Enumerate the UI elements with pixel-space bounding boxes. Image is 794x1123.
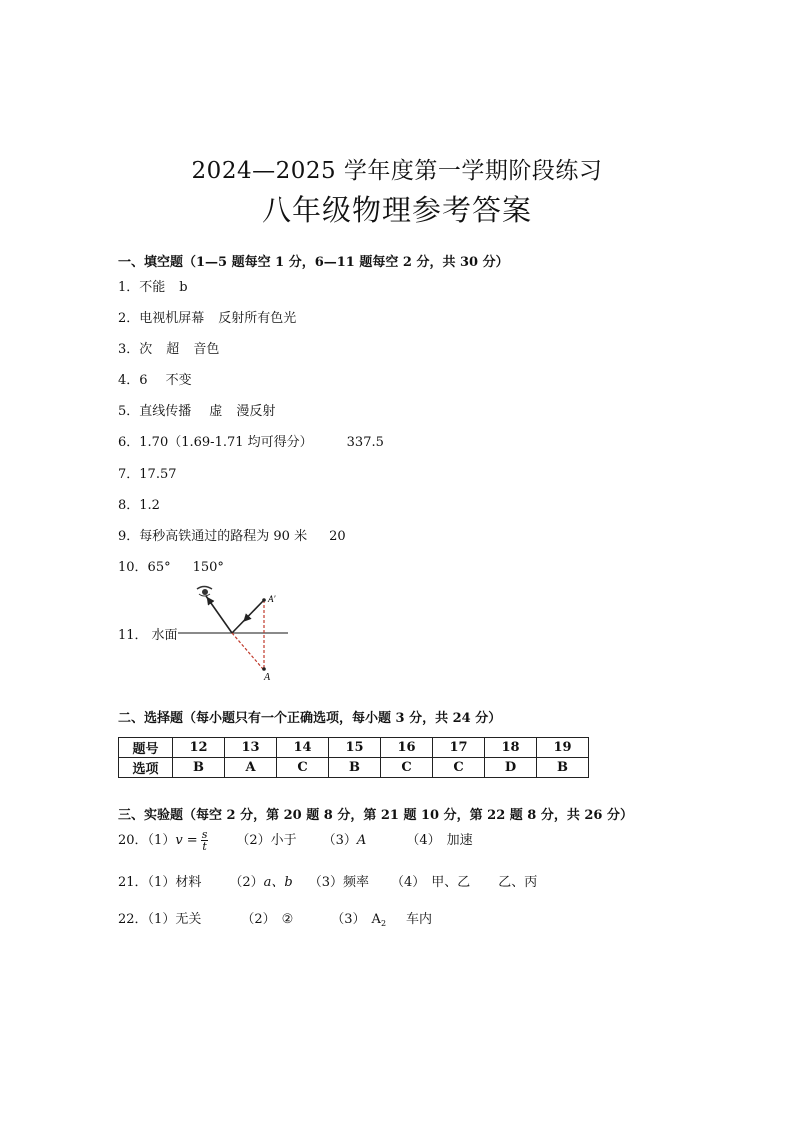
- item-part: 直线传播: [139, 404, 192, 419]
- item-part: 甲、乙: [431, 875, 471, 890]
- part-label: （3）: [322, 833, 357, 848]
- item-part: ②: [281, 912, 294, 927]
- dashed-extension: [232, 633, 263, 669]
- table-cell: 16: [381, 738, 433, 758]
- section1-heading: 一、填空题（1—5 题每空 1 分，6—11 题每空 2 分，共 30 分）: [118, 255, 509, 270]
- part-label: （1）: [147, 833, 176, 848]
- item-part: 漫反射: [236, 404, 276, 419]
- answer-line-4: [118, 369, 192, 388]
- item-part: 6: [139, 373, 148, 388]
- part-label: （2）: [229, 875, 264, 890]
- subscript: 2: [380, 919, 387, 928]
- answer-line-20: [118, 829, 473, 852]
- formula-fraction: [201, 829, 209, 852]
- reflected-ray: [206, 596, 232, 633]
- item-part: a、b: [263, 875, 293, 890]
- answer-line-8: [118, 494, 160, 513]
- title-line-2: 八年级物理参考答案: [261, 193, 532, 227]
- item-part: 次: [139, 342, 153, 357]
- formula-numerator: s: [201, 828, 208, 841]
- item-part: 337.5: [346, 435, 384, 450]
- answer-line-22: [118, 908, 432, 928]
- item-part: A: [356, 833, 367, 848]
- formula-denominator: t: [202, 840, 207, 853]
- table-cell: D: [485, 758, 537, 778]
- point-a-prime-dot: [262, 598, 266, 602]
- part-label: （4）: [390, 875, 426, 890]
- table-header-cell: 题号: [119, 738, 173, 758]
- item-part: 加速: [446, 833, 473, 848]
- item-num: 22．: [118, 912, 148, 927]
- table-cell: A: [225, 758, 277, 778]
- part-label: （4）: [406, 833, 441, 848]
- item-part: （1）无关: [147, 912, 202, 927]
- item-part: 1.70（1.69-1.71 均可得分）: [139, 435, 313, 450]
- item-part: 不变: [165, 373, 192, 388]
- table-cell: C: [381, 758, 433, 778]
- item-part: A: [371, 912, 381, 927]
- table-cell: 13: [225, 738, 277, 758]
- point-a-prime-label: A′: [268, 594, 276, 604]
- point-a-dot: [262, 667, 266, 671]
- table-cell: B: [329, 758, 381, 778]
- item-num: 11．: [118, 628, 148, 643]
- reflection-diagram: [170, 582, 300, 682]
- table-cell: 17: [433, 738, 485, 758]
- item-num: 2．: [118, 311, 140, 326]
- item-part: 每秒高铁通过的路程为 90 米: [139, 529, 308, 544]
- answer-line-21: [118, 871, 537, 890]
- item-part: 音色: [193, 342, 220, 357]
- item-part: 反射所有色光: [218, 311, 297, 326]
- answer-line-2: [118, 307, 296, 326]
- answer-line-6: [118, 431, 384, 450]
- title-line-1: 2024—2025 学年度第一学期阶段练习: [191, 158, 603, 184]
- item-part: 1.2: [139, 498, 160, 513]
- item-num: 4．: [118, 373, 140, 388]
- item-part: 150°: [192, 560, 224, 575]
- part-label: （2）: [241, 912, 276, 927]
- item-part: 电视机屏幕: [139, 311, 205, 326]
- table-cell: B: [173, 758, 225, 778]
- answer-line-5: [118, 400, 275, 419]
- item-num: 10．: [118, 560, 148, 575]
- item-num: 8．: [118, 498, 140, 513]
- point-a-label: A: [264, 672, 271, 682]
- item-num: 5．: [118, 404, 140, 419]
- item-part: 17.57: [139, 467, 177, 482]
- item-part: 超: [166, 342, 180, 357]
- formula-lhs: v =: [175, 833, 198, 848]
- table-cell: C: [277, 758, 329, 778]
- item-part: 乙、丙: [498, 875, 538, 890]
- item-num: 3．: [118, 342, 140, 357]
- part-label: （3）: [331, 912, 366, 927]
- table-cell: 19: [537, 738, 589, 758]
- item-part: 65°: [147, 560, 171, 575]
- section2-heading: 二、选择题（每小题只有一个正确选项，每小题 3 分，共 24 分）: [118, 711, 502, 726]
- item-num: 7．: [118, 467, 140, 482]
- item-part: （3）频率: [308, 875, 369, 890]
- answer-line-1: [118, 276, 188, 295]
- answer-line-3: [118, 338, 219, 357]
- item-part: （2）小于: [236, 833, 297, 848]
- table-cell: 12: [173, 738, 225, 758]
- item-num: 21．: [118, 875, 148, 890]
- item-part: 车内: [406, 912, 433, 927]
- water-surface-label: 水面: [151, 628, 178, 643]
- table-cell: 14: [277, 738, 329, 758]
- answer-line-10: [118, 556, 224, 575]
- eye-icon: [197, 587, 212, 597]
- table-cell: 15: [329, 738, 381, 758]
- section3-heading: 三、实验题（每空 2 分，第 20 题 8 分，第 21 题 10 分，第 22 题 8 分，共 26 分）: [118, 808, 634, 823]
- item-num: 9．: [118, 529, 140, 544]
- answer-table: [118, 737, 589, 778]
- answer-line-11: [118, 624, 178, 643]
- table-row-answers: [119, 758, 589, 778]
- table-row-questions: [119, 738, 589, 758]
- item-num: 20．: [118, 833, 148, 848]
- answer-line-7: [118, 463, 177, 482]
- table-header-cell: 选项: [119, 758, 173, 778]
- item-part: 20: [329, 529, 346, 544]
- item-part: 虚: [209, 404, 223, 419]
- table-cell: 18: [485, 738, 537, 758]
- table-cell: B: [537, 758, 589, 778]
- answer-line-9: [118, 525, 346, 544]
- item-part: b: [179, 280, 188, 295]
- item-num: 1．: [118, 280, 140, 295]
- incident-ray: [232, 600, 264, 633]
- table-cell: C: [433, 758, 485, 778]
- item-part: （1）材料: [147, 875, 202, 890]
- item-num: 6．: [118, 435, 140, 450]
- item-part: 不能: [139, 280, 166, 295]
